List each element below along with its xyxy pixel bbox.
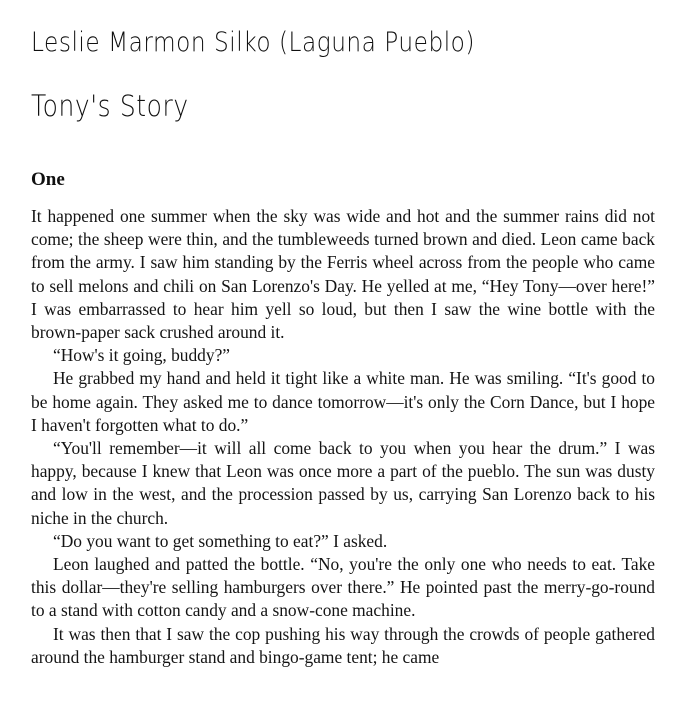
- section-heading: One: [31, 169, 65, 190]
- paragraph: “Do you want to get something to eat?” I asked.: [53, 530, 388, 551]
- paragraph: It was then that I saw the cop pushing his way through the crowds of people gathered around the hamburger stand and bingo-game tent; he came: [31, 623, 655, 667]
- paragraph: “How's it going, buddy?”: [53, 345, 231, 366]
- author-line: Leslie Marmon Silko (Laguna Pueblo): [31, 27, 475, 58]
- story-title: Tony's Story: [31, 89, 189, 123]
- body-text-column: [31, 205, 655, 669]
- paragraph: “You'll remember—it will all come back to you when you hear the drum.” I was happy, because I knew that Leon was once more a part of the pueblo. The sun was dusty and low in the west, and the procession passed by us, carrying San Lorenzo back to his niche in the church.: [31, 438, 655, 528]
- paragraph: It happened one summer when the sky was wide and hot and the summer rains did not come; the sheep were thin, and the tumbleweeds turned brown and died. Leon came back from the army. I saw him standing by the Ferris wheel across from the people who came to sell melons and chili on San Lorenzo's Day. He yelled at me, “Hey Tony—over here!” I was embarrassed to hear him yell so loud, but then I saw the wine bottle with the brown-paper sack crushed around it.: [31, 206, 655, 343]
- paragraph: Leon laughed and patted the bottle. “No, you're the only one who needs to eat. Take this dollar—they're selling hamburgers over there.” He pointed past the merry-go-round to a stand with cotton candy and a snow-cone machine.: [31, 554, 655, 621]
- paragraph: He grabbed my hand and held it tight like a white man. He was smiling. “It's good to be home again. They asked me to dance tomorrow—it's only the Corn Dance, but I hope I haven't forgotten what to do.”: [31, 368, 655, 435]
